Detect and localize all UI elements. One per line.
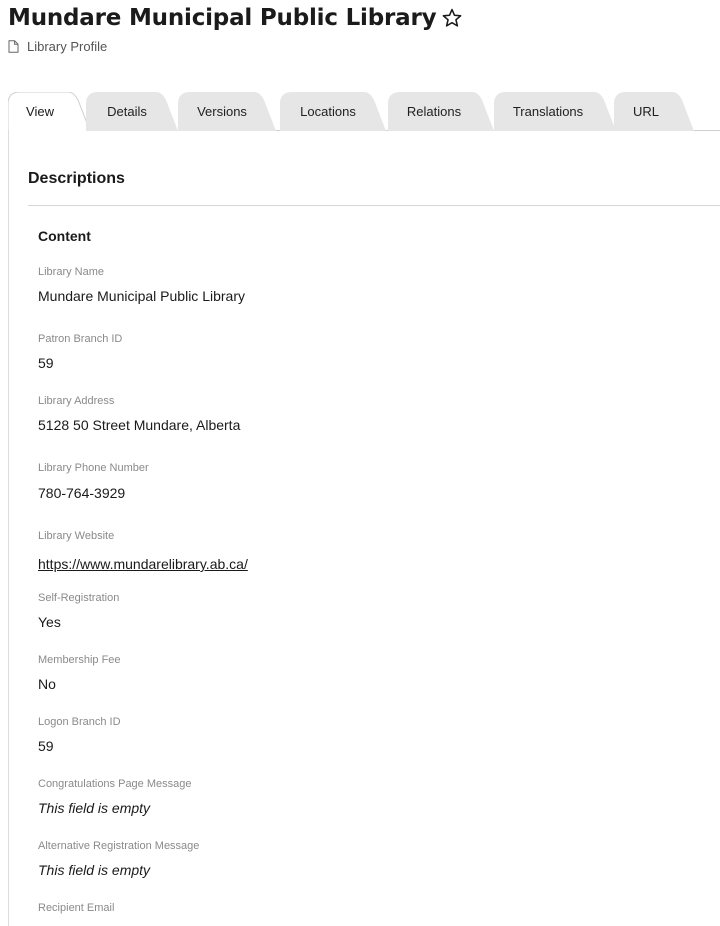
tab-locations[interactable] <box>280 92 386 131</box>
field-value-library-phone: 780-764-3929 <box>38 485 126 501</box>
tab-view[interactable] <box>8 92 90 131</box>
content-panel-border <box>8 130 9 926</box>
field-value-library-name: Mundare Municipal Public Library <box>38 288 245 304</box>
content-type-row <box>8 38 107 54</box>
tab-versions-label: Versions <box>197 104 247 119</box>
tab-versions[interactable] <box>178 92 276 131</box>
field-value-membership-fee: No <box>38 676 56 692</box>
tab-relations-label: Relations <box>406 104 462 119</box>
tab-details[interactable] <box>86 92 178 131</box>
document-icon <box>8 40 19 53</box>
page-title: Mundare Municipal Public Library <box>8 5 437 31</box>
star-icon[interactable] <box>441 7 463 29</box>
tab-translations-label: Translations <box>512 104 584 119</box>
tab-details-label: Details <box>107 104 147 119</box>
field-value-congratulations-message: This field is empty <box>38 800 151 816</box>
field-label-recipient-email: Recipient Email <box>38 902 115 914</box>
tab-url-label: URL <box>632 104 659 119</box>
field-label-library-address: Library Address <box>38 395 115 407</box>
tab-relations[interactable] <box>388 92 494 131</box>
group-title: Content <box>38 228 91 244</box>
field-label-alternative-registration-message: Alternative Registration Message <box>38 840 200 852</box>
field-label-library-phone: Library Phone Number <box>38 462 149 474</box>
field-value-library-address: 5128 50 Street Mundare, Alberta <box>38 417 241 433</box>
tab-view-label: View <box>26 104 54 119</box>
field-value-alternative-registration-message: This field is empty <box>38 862 151 878</box>
content-type-label: Library Profile <box>27 38 108 54</box>
field-label-library-website: Library Website <box>38 530 115 542</box>
tab-bar <box>0 92 720 132</box>
tab-locations-label: Locations <box>300 104 356 119</box>
section-divider <box>28 205 720 206</box>
tab-url[interactable] <box>614 92 694 131</box>
field-value-patron-branch-id: 59 <box>38 355 54 371</box>
field-value-logon-branch-id: 59 <box>38 738 54 754</box>
field-label-congratulations-message: Congratulations Page Message <box>38 778 192 790</box>
field-label-self-registration: Self-Registration <box>38 592 120 604</box>
library-website-link[interactable]: https://www.mundarelibrary.ab.ca/ <box>38 556 248 572</box>
field-label-membership-fee: Membership Fee <box>38 654 121 666</box>
field-label-patron-branch-id: Patron Branch ID <box>38 333 123 345</box>
field-label-library-name: Library Name <box>38 266 105 278</box>
section-title: Descriptions <box>28 170 125 187</box>
field-label-logon-branch-id: Logon Branch ID <box>38 716 121 728</box>
field-value-self-registration: Yes <box>38 614 61 630</box>
tab-translations[interactable] <box>494 92 616 131</box>
title-row <box>8 2 463 34</box>
